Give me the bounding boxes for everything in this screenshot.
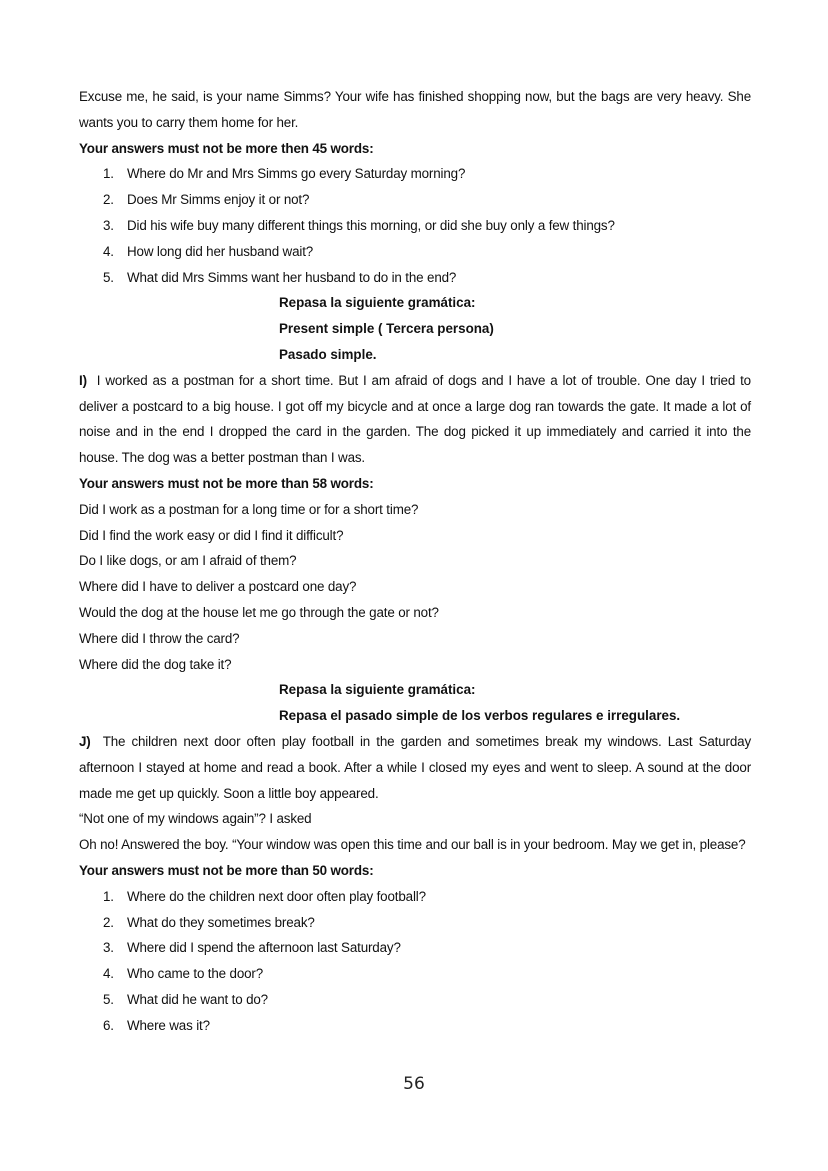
section-j-instruction: Your answers must not be more than 50 words: [79,862,374,878]
list-item: Did I work as a postman for a long time or for a short time? [79,501,419,517]
section-j-question-list [79,884,751,1039]
list-item: Did I find the work easy or did I find it difficult? [79,527,344,543]
list-item: Where did I throw the card? [79,630,240,646]
grammar-topic: Present simple ( Tercera persona) [279,321,494,337]
list-item: 5. What did he want to do? [103,991,268,1007]
grammar-topic: Repasa el pasado simple de los verbos regulares e irregulares. [279,708,681,724]
section-label: J) [79,733,91,749]
list-item: 3. Did his wife buy many different things this morning, or did she buy only a few things? [103,217,615,233]
grammar-heading: Repasa la siguiente gramática: [279,295,476,311]
list-item: 3. Where did I spend the afternoon last Saturday? [103,940,401,956]
list-item: 1. Where do the children next door often play football? [103,888,426,904]
section-j-dialogue: “Not one of my windows again”? I asked [79,811,312,827]
intro-paragraph: Excuse me, he said, is your name Simms? Your wife has finished shopping now, but the bags are very heavy. She wants you to carry them home for her. [79,89,751,130]
intro-question-list [79,161,751,290]
list-item: 1. Where do Mr and Mrs Simms go every Saturday morning? [103,166,466,182]
list-item: Where did I have to deliver a postcard one day? [79,579,357,595]
list-item: Where did the dog take it? [79,656,232,672]
page-body [79,84,751,1038]
intro-instruction: Your answers must not be more then 45 words: [79,140,374,156]
grammar-heading: Repasa la siguiente gramática: [279,682,476,698]
list-item: Would the dog at the house let me go through the gate or not? [79,604,439,620]
list-item: 6. Where was it? [103,1017,210,1033]
section-i-instruction: Your answers must not be more than 58 words: [79,475,374,491]
section-j-paragraph: J) The children next door often play football in the garden and sometimes break my windows. Last Saturday afternoon I stayed at home and read a book. After a while I closed my eyes and went to sleep. A sound at the door made me get up quickly. Soon a little boy appeared. [79,733,752,801]
list-item: 2. What do they sometimes break? [103,914,315,930]
list-item: 5. What did Mrs Simms want her husband to do in the end? [103,269,457,285]
section-label: I) [79,372,87,388]
list-item: 4. Who came to the door? [103,966,264,982]
section-j-dialogue: Oh no! Answered the boy. “Your window was open this time and our ball is in your bedroom. May we get in, please? [79,837,746,853]
grammar-topic: Pasado simple. [279,346,377,362]
list-item: 4. How long did her husband wait? [103,243,314,259]
section-i-paragraph: I) I worked as a postman for a short time. But I am afraid of dogs and I have a lot of trouble. One day I tried to deliver a postcard to a big house. I got off my bicycle and at once a large dog ran towards the gate. It made a lot of noise and in the end I dropped the card in the garden. The dog picked it up immediately and carried it into the house. The dog was a better postman than I was. [79,372,751,466]
list-item: Do I like dogs, or am I afraid of them? [79,553,297,569]
page-number: 56 [403,1074,425,1094]
list-item: 2. Does Mr Simms enjoy it or not? [103,192,310,208]
